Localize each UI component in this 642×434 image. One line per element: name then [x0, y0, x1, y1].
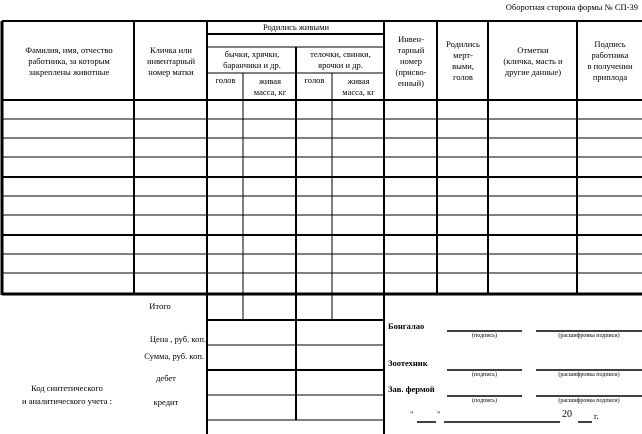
debit-label: дебет: [156, 373, 176, 383]
col-header-remarks: Отметки (кличка, масть и другие данные): [503, 44, 563, 77]
price-label: Цена , руб. коп.: [149, 334, 206, 344]
col-header-klichka: Кличка или инвентарный номер матки: [146, 44, 196, 77]
date-quote-open: ": [410, 409, 414, 419]
accountant-sign-hint: (подпись): [472, 333, 497, 339]
total-label: Итого: [149, 301, 171, 311]
farm-head-sign-hint: (подпись): [472, 398, 497, 404]
farm-head-label: Зав. фермой: [388, 384, 435, 394]
form-caption: Оборотная сторона формы № СП-39: [505, 2, 638, 12]
date-year-suffix: г.: [594, 411, 599, 421]
col-header-signature: Подпись работника в получении приплода: [587, 39, 633, 82]
accountant-decode-hint: (расшифровка подписи): [558, 333, 620, 339]
col-header-females-heads: голов: [304, 74, 325, 85]
col-header-born-alive: Родились живыми: [262, 22, 330, 32]
col-header-females-mass: живая масса, кг: [342, 75, 375, 97]
farm-head-decode-hint: (расшифровка подписи): [558, 398, 620, 404]
date-year-prefix: 20: [562, 409, 572, 420]
col-header-inventory: Инвен- тарный номер (присво- енный): [395, 33, 427, 88]
zootechnician-label: Зоотехник: [388, 358, 428, 368]
col-header-males-mass: живая масса, кг: [253, 75, 287, 97]
col-header-males-heads: голов: [215, 74, 236, 85]
account-code-label: Код синтетического и аналитического учета :: [22, 383, 112, 406]
zootechnician-sign-hint: (подпись): [472, 372, 497, 378]
col-header-stillborn: Родились мерт- выми, голов: [446, 39, 480, 82]
col-header-females: телочки, свинки, ярочки и др.: [310, 49, 371, 70]
accountant-label: Бонгалао: [388, 321, 425, 331]
credit-label: кредит: [153, 397, 179, 407]
col-header-males: бычки, хрячки, баранчики и др.: [223, 49, 281, 70]
date-quote-close: ": [437, 409, 441, 419]
col-header-fio: Фамилия, имя, отчество работника, за которым закреплены животные: [25, 44, 113, 77]
sum-label: Сумма, руб. коп.: [144, 351, 204, 361]
zootechnician-decode-hint: (расшифровка подписи): [558, 372, 620, 378]
